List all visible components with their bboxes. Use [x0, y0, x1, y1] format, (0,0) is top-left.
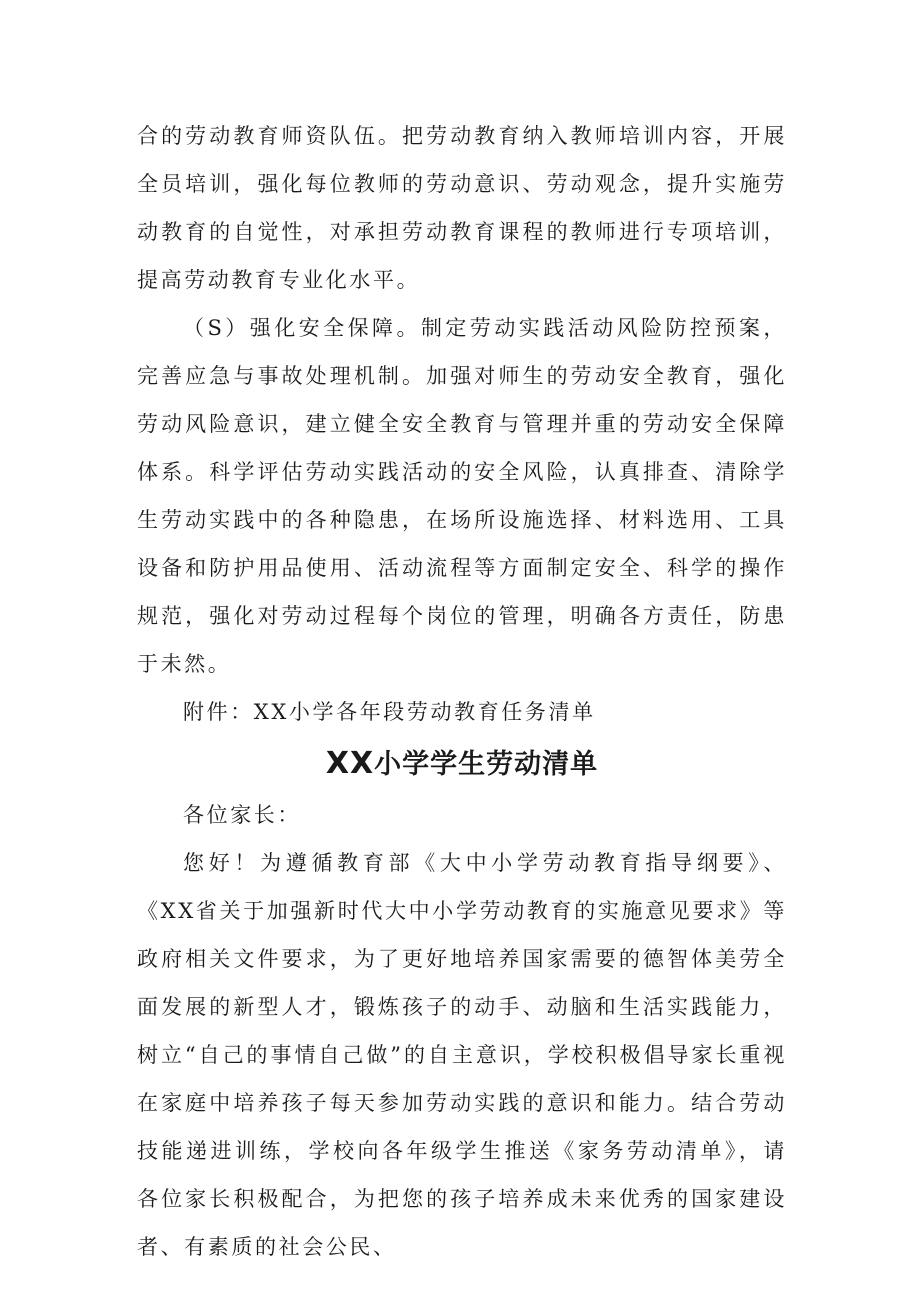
title-prefix: XX	[325, 746, 375, 781]
salutation: 各位家长：	[183, 803, 301, 827]
attachment-line: 附件：XX小学各年段劳动教育任务清单	[183, 700, 596, 724]
document-body	[137, 112, 787, 1271]
paragraph-safety-guarantee: （S）强化安全保障。制定劳动实践活动风险防控预案，完善应急与事故处理机制。加强对师生的劳动安全教育，强化劳动风险意识，建立健全安全教育与管理并重的劳动安全保障体系。科学评估劳动实践活动的安全风险，认真排查、清除学生劳动实践中的各种隐患，在场所设施选择、材料选用、工具设备和防护用品使用、活动流程等方面制定安全、科学的操作规范，强化对劳动过程每个岗位的管理，明确各方责任，防患于未然。	[137, 316, 787, 676]
paragraph-teacher-training: 合的劳动教育师资队伍。把劳动教育纳入教师培训内容，开展全员培训，强化每位教师的劳动意识、劳动观念，提升实施劳动教育的自觉性，对承担劳动教育课程的教师进行专项培训，提高劳动教育专业化水平。	[137, 124, 787, 292]
paragraph-letter-body: 您好！为遵循教育部《大中小学劳动教育指导纲要》、《XX省关于加强新时代大中小学劳动教育的实施意见要求》等政府相关文件要求，为了更好地培养国家需要的德智体美劳全面发展的新型人才，锻炼孩子的动手、动脑和生活实践能力，树立“自己的事情自己做”的自主意识，学校积极倡导家长重视在家庭中培养孩子每天参加劳动实践的意识和能力。结合劳动技能递进训练，学校向各年级学生推送《家务劳动清单》，请各位家长积极配合，为把您的孩子培养成未来优秀的国家建设者、有素质的社会公民、	[137, 851, 787, 1259]
title-text: 小学学生劳动清单	[374, 749, 599, 780]
document-title	[137, 736, 787, 791]
